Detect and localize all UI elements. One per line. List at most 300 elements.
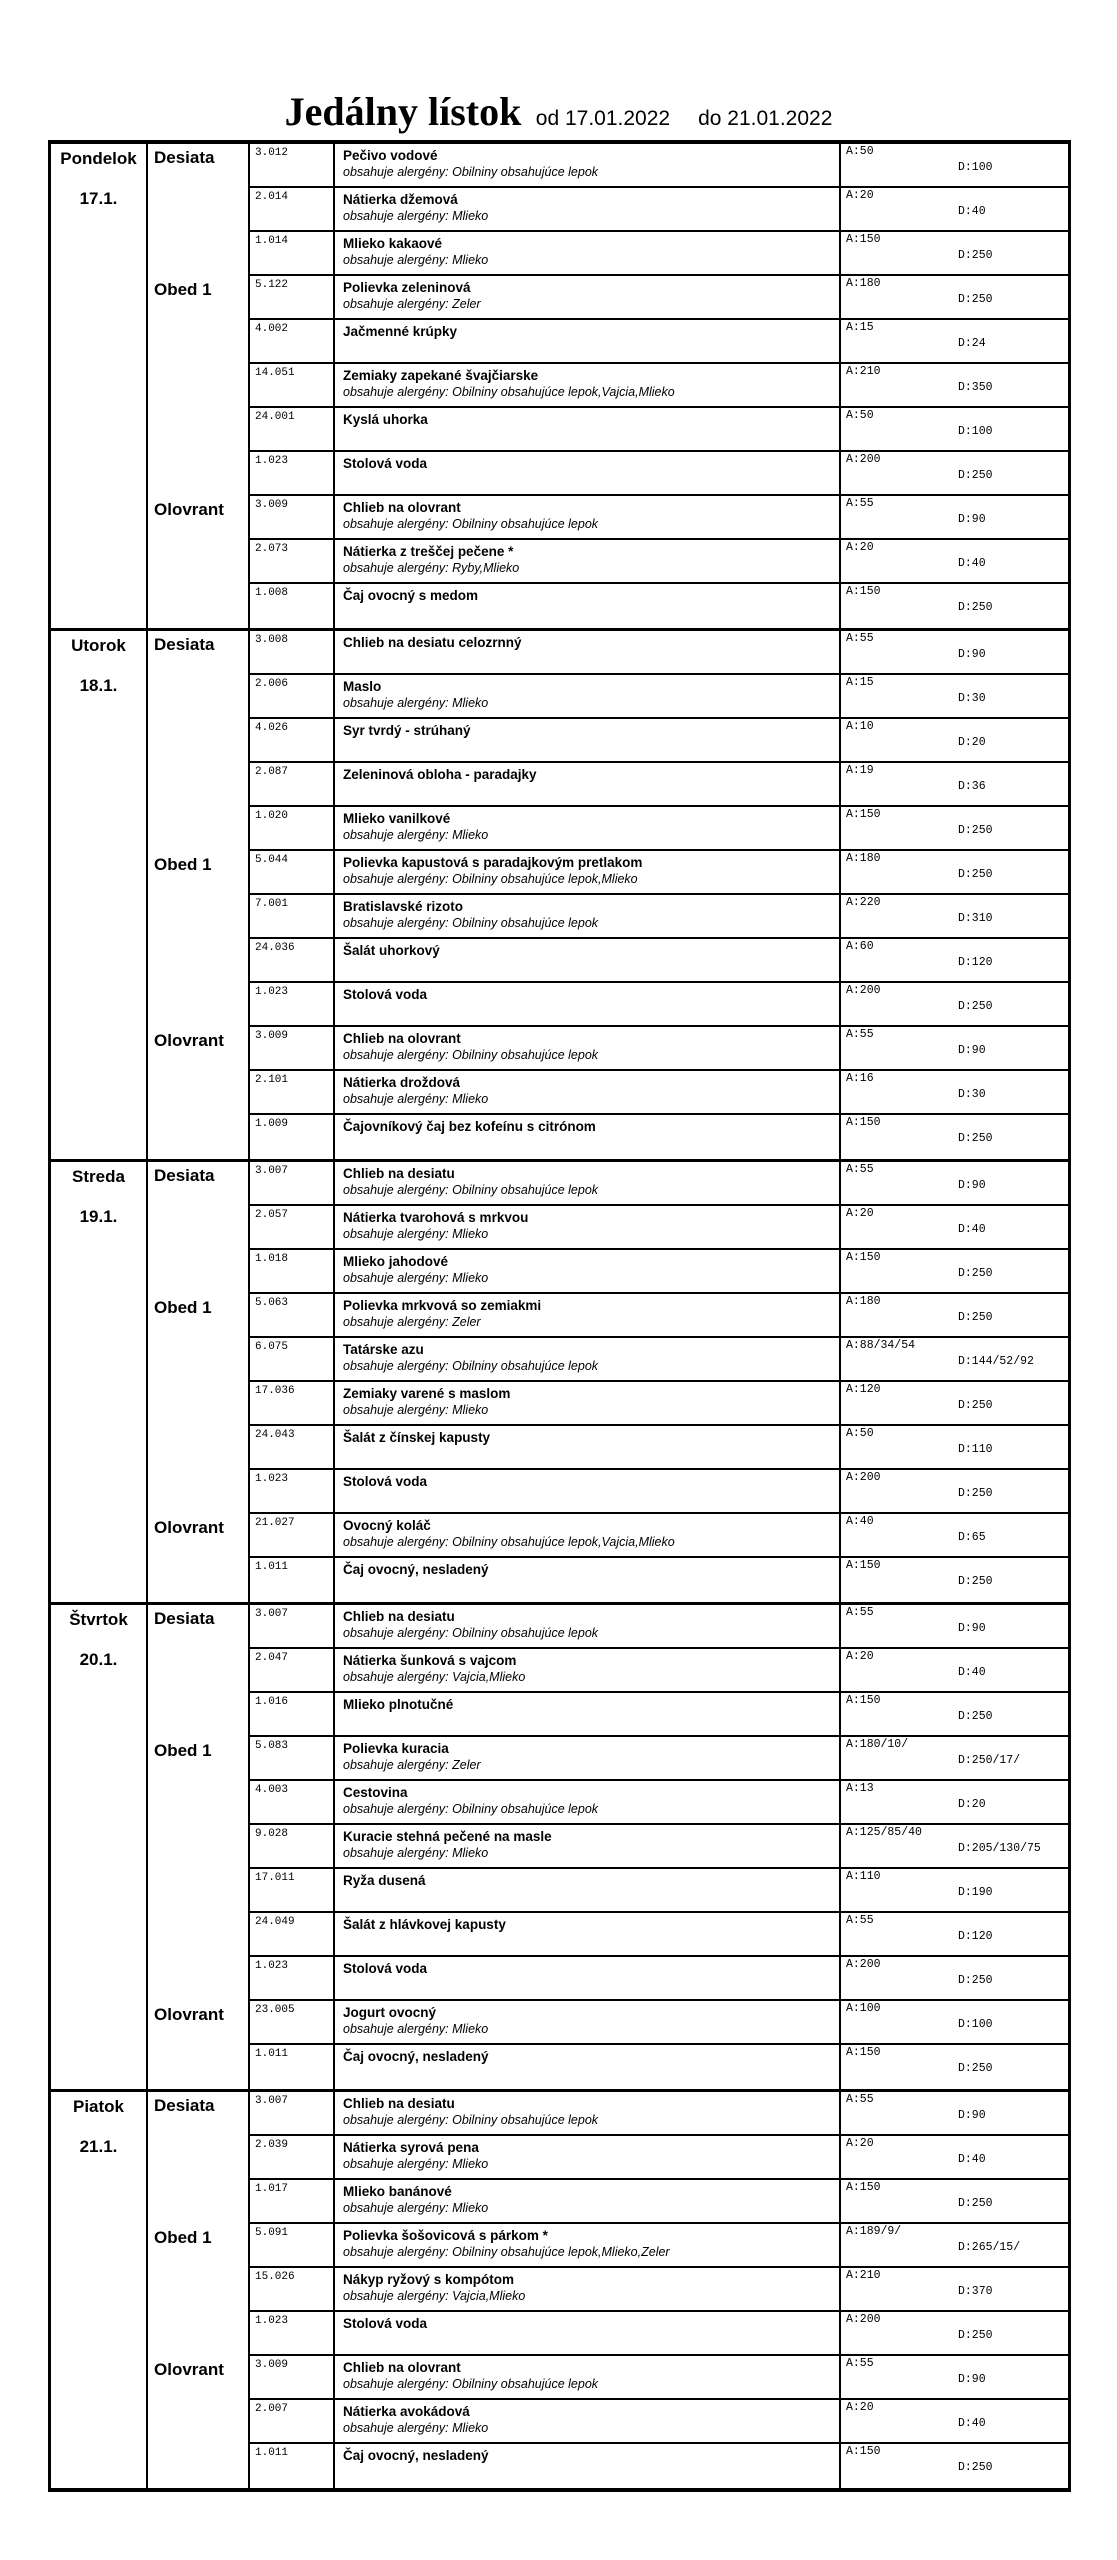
meal-label: Obed 1 xyxy=(154,2228,212,2247)
item-amounts xyxy=(841,2268,1068,2310)
item-name: Chlieb na olovrant xyxy=(343,1031,461,1046)
item-code: 2.006 xyxy=(250,675,335,717)
item-amounts xyxy=(841,939,1068,981)
item-code: 3.007 xyxy=(250,2092,335,2134)
item-allergens: obsahuje alergény: Obilniny obsahujúce lepok xyxy=(343,916,599,930)
amount-d: D:100 xyxy=(958,161,993,174)
item-name: Šalát z hlávkovej kapusty xyxy=(343,1917,506,1932)
item-name: Mlieko vanilkové xyxy=(343,811,451,826)
item-code: 2.073 xyxy=(250,540,335,582)
item-amounts xyxy=(841,1426,1068,1468)
item-amounts xyxy=(841,540,1068,582)
day-section xyxy=(51,2092,1068,2488)
item-description xyxy=(335,540,841,582)
amount-a: A:55 xyxy=(846,1028,874,1041)
item-description xyxy=(335,2001,841,2043)
item-name: Tatárske azu xyxy=(343,1342,424,1357)
table-row xyxy=(250,540,1068,584)
amount-d: D:250 xyxy=(958,2461,993,2474)
item-description xyxy=(335,320,841,362)
date-range xyxy=(536,107,833,130)
table-row xyxy=(250,2356,1068,2400)
item-allergens: obsahuje alergény: Obilniny obsahujúce lepok xyxy=(343,517,599,531)
item-name: Stolová voda xyxy=(343,2316,428,2331)
amount-a: A:55 xyxy=(846,1606,874,1619)
item-allergens: obsahuje alergény: Mlieko xyxy=(343,2157,489,2171)
item-amounts xyxy=(841,276,1068,318)
item-name: Chlieb na olovrant xyxy=(343,2360,461,2375)
item-name: Jogurt ovocný xyxy=(343,2005,437,2020)
item-code: 24.036 xyxy=(250,939,335,981)
item-description xyxy=(335,851,841,893)
item-code: 2.039 xyxy=(250,2136,335,2178)
amount-a: A:220 xyxy=(846,896,881,909)
day-name: Streda xyxy=(72,1167,125,1186)
table-row xyxy=(250,895,1068,939)
item-allergens: obsahuje alergény: Obilniny obsahujúce lepok,Vajcia,Mlieko xyxy=(343,1535,675,1549)
item-name: Maslo xyxy=(343,679,382,694)
day-section xyxy=(51,631,1068,1162)
amount-d: D:250 xyxy=(958,1974,993,1987)
item-amounts xyxy=(841,1781,1068,1823)
amount-a: A:20 xyxy=(846,2401,874,2414)
item-name: Bratislavské rizoto xyxy=(343,899,464,914)
item-code: 14.051 xyxy=(250,364,335,406)
day-name: Utorok xyxy=(71,636,126,655)
item-code: 2.101 xyxy=(250,1071,335,1113)
item-name: Kyslá uhorka xyxy=(343,412,428,427)
amount-d: D:250 xyxy=(958,1575,993,1588)
date-to: do 21.01.2022 xyxy=(698,107,833,130)
item-description xyxy=(335,2312,841,2354)
meal-label: Olovrant xyxy=(154,2005,224,2024)
item-name: Nákyp ryžový s kompótom xyxy=(343,2272,515,2287)
amount-d: D:250 xyxy=(958,249,993,262)
item-amounts xyxy=(841,584,1068,628)
item-description xyxy=(335,1957,841,1999)
item-code: 17.011 xyxy=(250,1869,335,1911)
date-from: od 17.01.2022 xyxy=(535,107,671,130)
item-allergens: obsahuje alergény: Obilniny obsahujúce lepok,Mlieko,Zeler xyxy=(343,2245,670,2259)
item-name: Chlieb na desiatu xyxy=(343,1609,455,1624)
item-name: Čaj ovocný, nesladený xyxy=(343,1562,489,1577)
item-name: Šalát uhorkový xyxy=(343,943,440,958)
table-row xyxy=(250,2312,1068,2356)
item-name: Syr tvrdý - strúhaný xyxy=(343,723,471,738)
item-name: Polievka mrkvová so zemiakmi xyxy=(343,1298,542,1313)
meal-label: Desiata xyxy=(154,635,215,654)
table-row xyxy=(250,1470,1068,1514)
item-amounts xyxy=(841,232,1068,274)
page-header xyxy=(0,88,1117,135)
table-row xyxy=(250,1957,1068,2001)
amount-a: A:200 xyxy=(846,1958,881,1971)
item-code: 1.017 xyxy=(250,2180,335,2222)
meal-label: Obed 1 xyxy=(154,1741,212,1760)
page-title: Jedálny lístok xyxy=(284,89,522,134)
meal-label: Desiata xyxy=(154,2096,215,2115)
item-code: 2.087 xyxy=(250,763,335,805)
item-description xyxy=(335,1514,841,1556)
amount-a: A:210 xyxy=(846,2269,881,2282)
item-description xyxy=(335,2444,841,2488)
item-code: 17.036 xyxy=(250,1382,335,1424)
item-amounts xyxy=(841,2045,1068,2089)
item-code: 6.075 xyxy=(250,1338,335,1380)
item-name: Stolová voda xyxy=(343,456,428,471)
item-amounts xyxy=(841,2356,1068,2398)
amount-d: D:90 xyxy=(958,1044,986,1057)
item-amounts xyxy=(841,144,1068,186)
amount-a: A:19 xyxy=(846,764,874,777)
item-name: Cestovina xyxy=(343,1785,408,1800)
amount-d: D:250/17/ xyxy=(958,1754,1021,1767)
day-date: 17.1. xyxy=(79,189,118,208)
amount-a: A:200 xyxy=(846,453,881,466)
item-name: Chlieb na olovrant xyxy=(343,500,461,515)
item-code: 5.044 xyxy=(250,851,335,893)
item-description xyxy=(335,763,841,805)
item-amounts xyxy=(841,2312,1068,2354)
item-amounts xyxy=(841,895,1068,937)
amount-d: D:90 xyxy=(958,513,986,526)
item-description xyxy=(335,2092,841,2134)
table-row xyxy=(250,2092,1068,2136)
amount-a: A:20 xyxy=(846,189,874,202)
item-name: Mlieko kakaové xyxy=(343,236,443,251)
item-code: 7.001 xyxy=(250,895,335,937)
item-amounts xyxy=(841,1294,1068,1336)
item-amounts xyxy=(841,2224,1068,2266)
item-description xyxy=(335,1294,841,1336)
item-allergens: obsahuje alergény: Zeler xyxy=(343,1758,481,1772)
item-description xyxy=(335,2224,841,2266)
day-name: Pondelok xyxy=(60,149,137,168)
item-name: Zemiaky zapekané švajčiarske xyxy=(343,368,539,383)
amount-a: A:200 xyxy=(846,984,881,997)
amount-a: A:55 xyxy=(846,1914,874,1927)
amount-a: A:150 xyxy=(846,808,881,821)
item-amounts xyxy=(841,452,1068,494)
item-amounts xyxy=(841,1206,1068,1248)
item-amounts xyxy=(841,763,1068,805)
item-amounts xyxy=(841,320,1068,362)
table-row xyxy=(250,1071,1068,1115)
table-row xyxy=(250,1825,1068,1869)
table-row xyxy=(250,939,1068,983)
amount-a: A:100 xyxy=(846,2002,881,2015)
amount-a: A:125/85/40 xyxy=(846,1826,922,1839)
day-section xyxy=(51,144,1068,631)
item-rows xyxy=(250,1605,1068,2089)
day-section xyxy=(51,1162,1068,1605)
item-amounts xyxy=(841,1693,1068,1735)
item-allergens: obsahuje alergény: Mlieko xyxy=(343,253,489,267)
amount-d: D:90 xyxy=(958,2109,986,2122)
table-row xyxy=(250,631,1068,675)
item-amounts xyxy=(841,1071,1068,1113)
item-allergens: obsahuje alergény: Mlieko xyxy=(343,1403,489,1417)
table-row xyxy=(250,320,1068,364)
item-name: Zemiaky varené s maslom xyxy=(343,1386,511,1401)
day-date: 19.1. xyxy=(79,1207,118,1226)
table-row xyxy=(250,2224,1068,2268)
item-description xyxy=(335,1605,841,1647)
item-name: Polievka kapustová s paradajkovým pretlakom xyxy=(343,855,643,870)
table-row xyxy=(250,2136,1068,2180)
menu-table xyxy=(48,140,1071,2492)
amount-a: A:200 xyxy=(846,1471,881,1484)
item-rows xyxy=(250,631,1068,1159)
item-amounts xyxy=(841,1162,1068,1204)
amount-d: D:250 xyxy=(958,1000,993,1013)
item-description xyxy=(335,2400,841,2442)
item-allergens: obsahuje alergény: Obilniny obsahujúce lepok xyxy=(343,165,599,179)
item-name: Polievka šošovicová s párkom * xyxy=(343,2228,548,2243)
amount-d: D:250 xyxy=(958,868,993,881)
amount-a: A:55 xyxy=(846,632,874,645)
amount-d: D:370 xyxy=(958,2285,993,2298)
item-code: 1.011 xyxy=(250,1558,335,1602)
amount-d: D:310 xyxy=(958,912,993,925)
item-amounts xyxy=(841,188,1068,230)
amount-d: D:65 xyxy=(958,1531,986,1544)
item-name: Nátierka tvarohová s mrkvou xyxy=(343,1210,529,1225)
item-name: Ryža dusená xyxy=(343,1873,426,1888)
table-row xyxy=(250,1737,1068,1781)
item-description xyxy=(335,232,841,274)
amount-d: D:90 xyxy=(958,648,986,661)
item-name: Stolová voda xyxy=(343,1474,428,1489)
item-allergens: obsahuje alergény: Zeler xyxy=(343,1315,481,1329)
table-row xyxy=(250,1781,1068,1825)
amount-a: A:16 xyxy=(846,1072,874,1085)
item-amounts xyxy=(841,1338,1068,1380)
item-description xyxy=(335,807,841,849)
amount-a: A:150 xyxy=(846,1251,881,1264)
item-allergens: obsahuje alergény: Zeler xyxy=(343,297,481,311)
table-row xyxy=(250,1869,1068,1913)
amount-a: A:20 xyxy=(846,1650,874,1663)
item-name: Čaj ovocný s medom xyxy=(343,588,479,603)
item-amounts xyxy=(841,364,1068,406)
item-code: 3.008 xyxy=(250,631,335,673)
table-row xyxy=(250,496,1068,540)
item-name: Mlieko jahodové xyxy=(343,1254,449,1269)
item-amounts xyxy=(841,2400,1068,2442)
table-row xyxy=(250,1558,1068,1602)
amount-d: D:265/15/ xyxy=(958,2241,1021,2254)
meal-label: Obed 1 xyxy=(154,1298,212,1317)
item-amounts xyxy=(841,1027,1068,1069)
item-description xyxy=(335,496,841,538)
item-name: Nátierka droždová xyxy=(343,1075,461,1090)
item-name: Jačmenné krúpky xyxy=(343,324,458,339)
table-row xyxy=(250,763,1068,807)
meal-label: Olovrant xyxy=(154,500,224,519)
amount-a: A:120 xyxy=(846,1383,881,1396)
amount-d: D:90 xyxy=(958,2373,986,2386)
item-description xyxy=(335,1869,841,1911)
item-code: 2.057 xyxy=(250,1206,335,1248)
amount-d: D:100 xyxy=(958,425,993,438)
item-amounts xyxy=(841,1957,1068,1999)
amount-d: D:40 xyxy=(958,205,986,218)
table-row xyxy=(250,675,1068,719)
item-description xyxy=(335,1649,841,1691)
amount-a: A:88/34/54 xyxy=(846,1339,916,1352)
amount-a: A:20 xyxy=(846,2137,874,2150)
item-description xyxy=(335,895,841,937)
item-description xyxy=(335,1206,841,1248)
table-row xyxy=(250,1605,1068,1649)
amount-a: A:110 xyxy=(846,1870,881,1883)
amount-a: A:15 xyxy=(846,321,874,334)
item-name: Stolová voda xyxy=(343,987,428,1002)
amount-d: D:90 xyxy=(958,1622,986,1635)
item-rows xyxy=(250,1162,1068,1602)
amount-a: A:55 xyxy=(846,1163,874,1176)
table-row xyxy=(250,1115,1068,1159)
item-amounts xyxy=(841,1250,1068,1292)
item-allergens: obsahuje alergény: Mlieko xyxy=(343,828,489,842)
item-description xyxy=(335,144,841,186)
amount-d: D:90 xyxy=(958,1179,986,1192)
item-code: 24.001 xyxy=(250,408,335,450)
item-description xyxy=(335,2045,841,2089)
amount-a: A:150 xyxy=(846,1116,881,1129)
item-code: 24.049 xyxy=(250,1913,335,1955)
item-name: Stolová voda xyxy=(343,1961,428,1976)
meal-label: Obed 1 xyxy=(154,280,212,299)
amount-a: A:50 xyxy=(846,1427,874,1440)
day-label-cell xyxy=(51,144,148,628)
amount-d: D:250 xyxy=(958,1311,993,1324)
item-description xyxy=(335,1913,841,1955)
amount-a: A:189/9/ xyxy=(846,2225,902,2238)
amount-d: D:30 xyxy=(958,692,986,705)
item-description xyxy=(335,2180,841,2222)
item-description xyxy=(335,1071,841,1113)
item-amounts xyxy=(841,631,1068,673)
table-row xyxy=(250,851,1068,895)
amount-d: D:250 xyxy=(958,2329,993,2342)
table-row xyxy=(250,2444,1068,2488)
item-description xyxy=(335,408,841,450)
item-amounts xyxy=(841,1825,1068,1867)
day-date: 20.1. xyxy=(79,1650,118,1669)
item-rows xyxy=(250,2092,1068,2488)
meal-column xyxy=(148,1605,250,2089)
amount-a: A:150 xyxy=(846,2181,881,2194)
amount-a: A:55 xyxy=(846,2357,874,2370)
item-name: Polievka zeleninová xyxy=(343,280,471,295)
item-description xyxy=(335,1115,841,1159)
table-row xyxy=(250,1649,1068,1693)
item-description xyxy=(335,584,841,628)
table-row xyxy=(250,232,1068,276)
item-allergens: obsahuje alergény: Vajcia,Mlieko xyxy=(343,1670,526,1684)
meal-label: Desiata xyxy=(154,1166,215,1185)
item-amounts xyxy=(841,496,1068,538)
amount-d: D:250 xyxy=(958,1267,993,1280)
item-amounts xyxy=(841,1737,1068,1779)
item-code: 1.023 xyxy=(250,2312,335,2354)
table-row xyxy=(250,2400,1068,2444)
item-code: 23.005 xyxy=(250,2001,335,2043)
item-code: 1.009 xyxy=(250,1115,335,1159)
amount-d: D:24 xyxy=(958,337,986,350)
table-row xyxy=(250,408,1068,452)
amount-d: D:250 xyxy=(958,2062,993,2075)
item-amounts xyxy=(841,2180,1068,2222)
table-row xyxy=(250,807,1068,851)
amount-a: A:40 xyxy=(846,1515,874,1528)
item-allergens: obsahuje alergény: Mlieko xyxy=(343,2022,489,2036)
item-name: Nátierka džemová xyxy=(343,192,458,207)
item-description xyxy=(335,2136,841,2178)
item-code: 5.122 xyxy=(250,276,335,318)
amount-d: D:100 xyxy=(958,2018,993,2031)
item-amounts xyxy=(841,1382,1068,1424)
amount-a: A:50 xyxy=(846,145,874,158)
day-section xyxy=(51,1605,1068,2092)
item-code: 4.002 xyxy=(250,320,335,362)
amount-a: A:150 xyxy=(846,1559,881,1572)
item-code: 3.007 xyxy=(250,1605,335,1647)
item-description xyxy=(335,452,841,494)
table-row xyxy=(250,1027,1068,1071)
amount-a: A:55 xyxy=(846,497,874,510)
item-allergens: obsahuje alergény: Obilniny obsahujúce lepok xyxy=(343,1802,599,1816)
table-row xyxy=(250,983,1068,1027)
amount-a: A:180/10/ xyxy=(846,1738,909,1751)
meal-column xyxy=(148,144,250,628)
item-amounts xyxy=(841,1913,1068,1955)
item-allergens: obsahuje alergény: Obilniny obsahujúce lepok xyxy=(343,2113,599,2127)
item-allergens: obsahuje alergény: Obilniny obsahujúce lepok,Mlieko xyxy=(343,872,638,886)
item-code: 1.008 xyxy=(250,584,335,628)
day-label-cell xyxy=(51,1162,148,1602)
item-amounts xyxy=(841,1514,1068,1556)
item-description xyxy=(335,675,841,717)
day-label-cell xyxy=(51,631,148,1159)
item-name: Nátierka syrová pena xyxy=(343,2140,479,2155)
item-description xyxy=(335,276,841,318)
item-allergens: obsahuje alergény: Mlieko xyxy=(343,1846,489,1860)
item-description xyxy=(335,1162,841,1204)
item-allergens: obsahuje alergény: Obilniny obsahujúce lepok xyxy=(343,1183,599,1197)
item-description xyxy=(335,2268,841,2310)
table-row xyxy=(250,1514,1068,1558)
item-amounts xyxy=(841,719,1068,761)
amount-a: A:50 xyxy=(846,409,874,422)
item-amounts xyxy=(841,408,1068,450)
amount-d: D:20 xyxy=(958,736,986,749)
amount-a: A:20 xyxy=(846,541,874,554)
item-amounts xyxy=(841,807,1068,849)
item-code: 21.027 xyxy=(250,1514,335,1556)
amount-d: D:250 xyxy=(958,601,993,614)
day-date: 18.1. xyxy=(79,676,118,695)
amount-d: D:120 xyxy=(958,956,993,969)
item-allergens: obsahuje alergény: Obilniny obsahujúce lepok xyxy=(343,1048,599,1062)
meal-column xyxy=(148,2092,250,2488)
item-amounts xyxy=(841,1115,1068,1159)
item-name: Ovocný koláč xyxy=(343,1518,431,1533)
item-code: 4.003 xyxy=(250,1781,335,1823)
item-amounts xyxy=(841,1558,1068,1602)
